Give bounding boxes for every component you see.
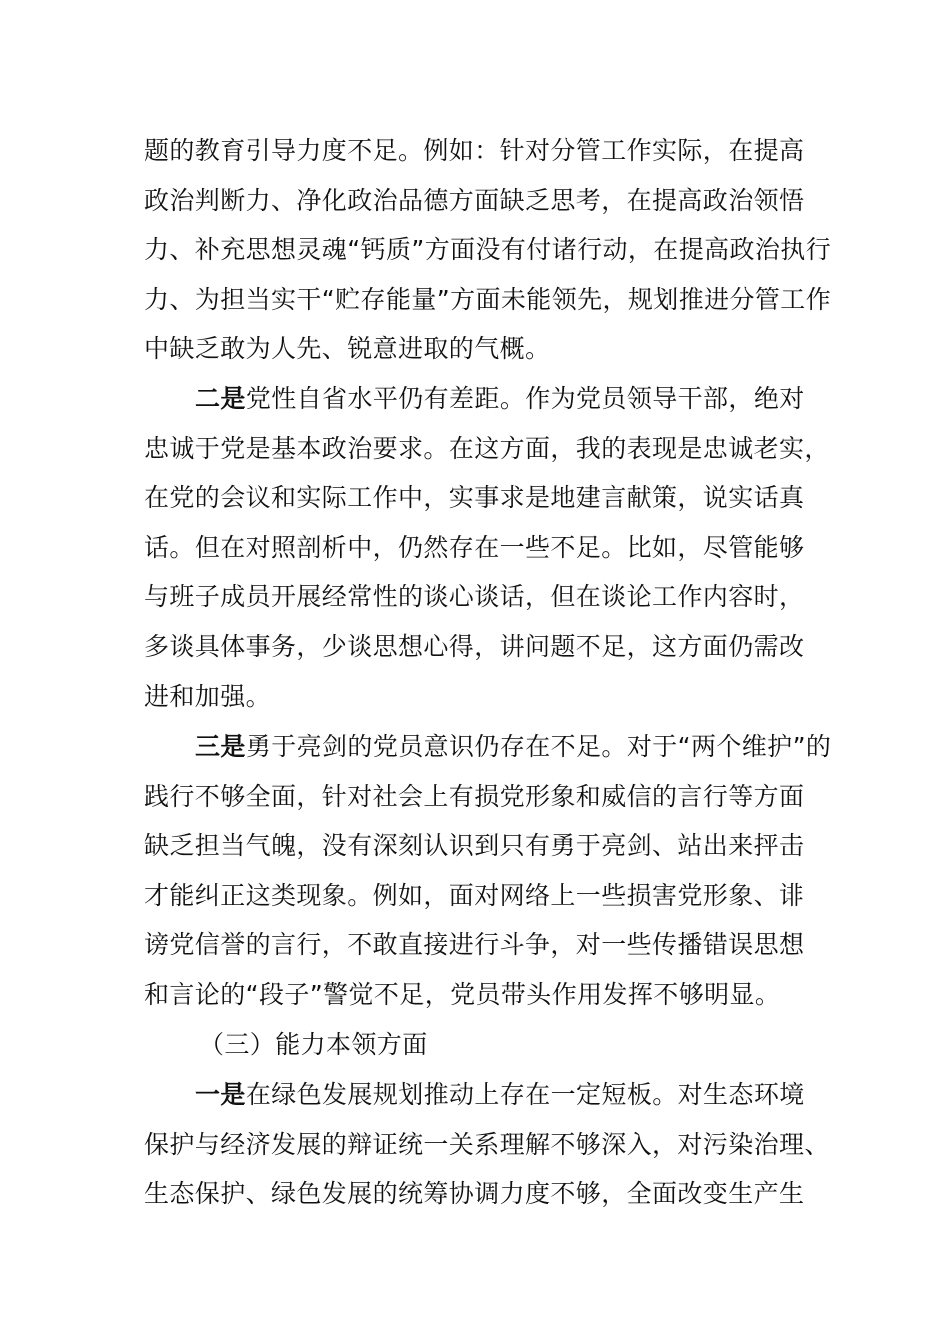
text-line: 缺乏担当气魄，没有深刻认识到只有勇于亮剑、站出来抨击 [144, 831, 805, 861]
paragraph-intro [144, 126, 832, 374]
section-heading: （三）能力本领方面 [199, 1030, 428, 1059]
text-line: 在党的会议和实际工作中，实事求是地建言献策，说实话真 [144, 483, 805, 513]
point-two-lead: 二是 [195, 384, 246, 413]
paragraph-point-two [144, 374, 830, 721]
text-line: 践行不够全面，针对社会上有损党形象和威信的言行等方面 [144, 781, 805, 811]
paragraph-point-three [144, 722, 832, 1020]
text-line: 题的教育引导力度不足。例如：针对分管工作实际，在提高 [144, 136, 805, 165]
text-line: 进和加强。 [144, 681, 272, 711]
text-line [144, 722, 832, 772]
text-line: 政治判断力、净化政治品德方面缺乏思考，在提高政治领悟 [144, 185, 805, 215]
text-line: 和言论的“段子”警觉不足，党员带头作用发挥不够明显。 [144, 979, 781, 1009]
text-line: 话。但在对照剖析中，仍然存在一些不足。比如，尽管能够 [144, 532, 805, 562]
paragraph-point-one [144, 1070, 830, 1219]
point-one-lead: 一是 [195, 1080, 246, 1109]
text-line: 力、为担当实干“贮存能量”方面未能领先，规划推进分管工作 [144, 284, 832, 314]
text-line: 才能纠正这类现象。例如，面对网络上一些损害党形象、诽 [144, 880, 805, 910]
section-heading-block [144, 1020, 824, 1070]
text-line: 力、补充思想灵魂“钙质”方面没有付诸行动，在提高政治执行 [144, 235, 832, 265]
point-one-first-line: 在绿色发展规划推动上存在一定短板。对生态环境 [245, 1080, 805, 1109]
text-line: 忠诚于党是基本政治要求。在这方面，我的表现是忠诚老实， [144, 433, 830, 463]
point-three-first-line: 勇于亮剑的党员意识仍存在不足。对于“两个维护”的 [245, 732, 832, 761]
point-three-lead: 三是 [195, 732, 246, 761]
text-line [144, 1070, 824, 1120]
text-line: 多谈具体事务，少谈思想心得，讲问题不足，这方面仍需改 [144, 631, 805, 661]
text-line: 保护与经济发展的辩证统一关系理解不够深入，对污染治理、 [144, 1129, 830, 1159]
text-line [144, 374, 824, 424]
text-line: 与班子成员开展经常性的谈心谈话，但在谈论工作内容时， [144, 582, 805, 612]
point-two-first-line: 党性自省水平仍有差距。作为党员领导干部，绝对 [245, 384, 805, 413]
text-line: 中缺乏敢为人先、锐意进取的气概。 [144, 334, 551, 364]
text-line: 生态保护、绿色发展的统筹协调力度不够，全面改变生产生 [144, 1179, 805, 1209]
text-line: 谤党信誉的言行，不敢直接进行斗争，对一些传播错误思想 [144, 930, 805, 960]
